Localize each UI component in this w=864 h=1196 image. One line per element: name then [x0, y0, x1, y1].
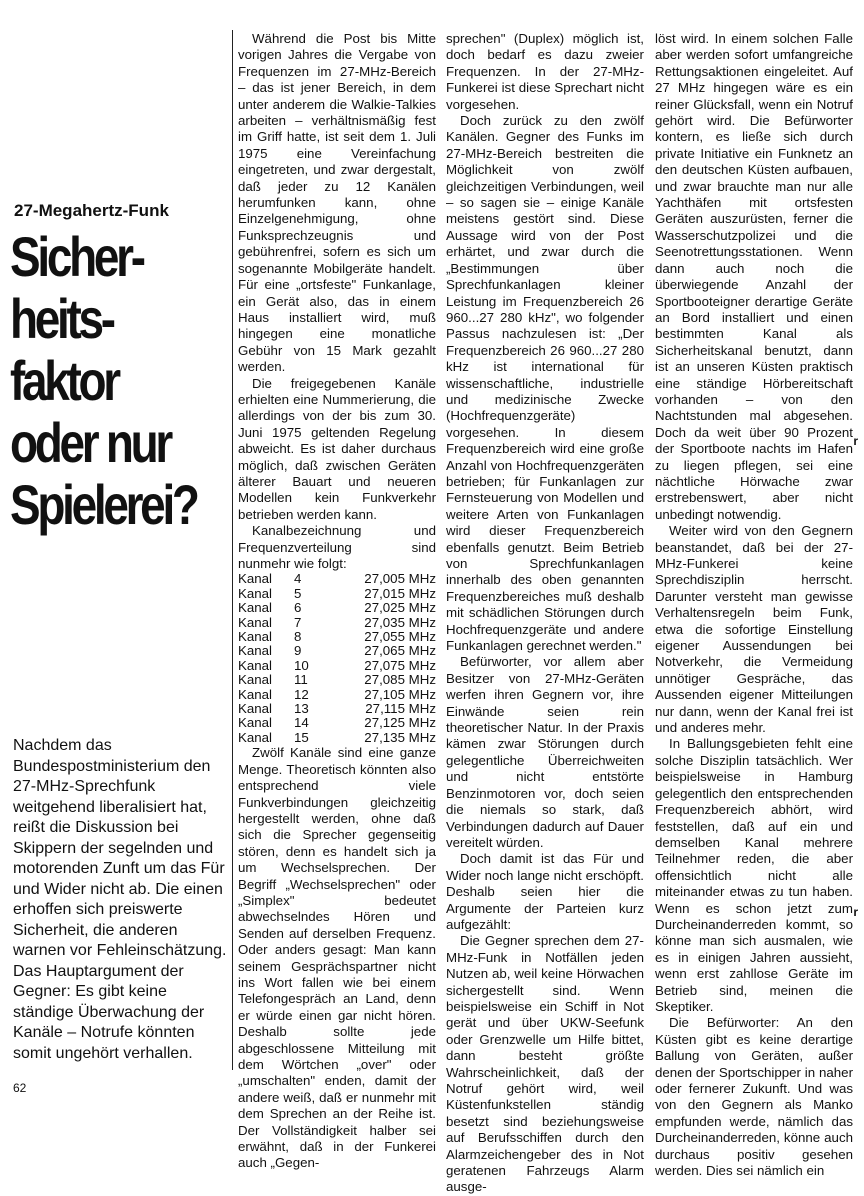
channel-label: Kanal	[238, 686, 273, 702]
paragraph: Die Gegner sprechen dem 27-MHz-Funk in Notfällen jeden Nutzen ab, weil keine Hörwachen sichergestellt sind. Wenn beispielsweise ein Schiff in Not gerät und über UKW-Seefunk oder Grenzwelle um Hilfe bittet, dann besteht größte Wahrscheinlichkeit, daß der Notruf gehört wird, weil Küstenfunkstellen ständig besetzt sind beziehungsweise auf Berufsschiffen durch den Alarmzeichengeber des in Not geratenen Fahrzeugs Alarm ausge-	[446, 933, 644, 1195]
paragraph: Doch zurück zu den zwölf Kanälen. Gegner des Funks im 27-MHz-Bereich bestreiten die Möglichkeit von zwölf gleichzeitigen Verbindungen, weil – so sagen sie – einige Kanäle meistens gestört sind. Diese Aussage wird von der Post erhärtet, und zwar durch die „Bestimmungen über Sprechfunkanlagen kleiner Leistung im Frequenzbereich 26 960...27 280 kHz", wo folgender Passus nachzulesen ist: „Der Frequenzbereich 26 960...27 280 kHz ist international für wissenschaftliche, industrielle und medizinische Zwecke (Hochfrequenzgeräte) vorgesehen. In diesem Frequenzbereich wird eine große Anzahl von Hochfrequenzgeräten betrieben; für Funkanlagen zur Fernsteuerung von Modellen und weitere Arten von Funkanlagen wird dieser Frequenzbereich ebenfalls genutzt. Beim Betrieb von Sprechfunkanlagen innerhalb des oben genannten Frequenzbereiches muß deshalb mit schädlichen Störungen durch Hochfrequenzgeräte und andere Funkanlagen gerechnet werden."	[446, 113, 644, 654]
channel-label: Kanal	[238, 643, 273, 659]
channel-row	[238, 702, 436, 716]
headline	[10, 225, 197, 536]
channel-frequency: 27,055 MHz	[364, 629, 436, 645]
channel-number: 15	[294, 729, 309, 745]
paragraph: Doch damit ist das Für und Wider noch lange nicht erschöpft. Deshalb seien hier die Argumente der Parteien kurz aufgezählt:	[446, 851, 644, 932]
channel-label: Kanal	[238, 701, 273, 717]
headline-line: Sicher-	[10, 225, 143, 288]
channel-frequency: 27,075 MHz	[364, 657, 436, 673]
channel-frequency: 27,085 MHz	[364, 672, 436, 688]
paragraph: sprechen" (Duplex) möglich ist, doch bedarf es dazu zweier Frequenzen. In der 27-MHz-Funkerei ist diese Sprechart nicht vorgesehen.	[446, 31, 644, 112]
lead-paragraph: Nachdem das Bundespostministerium den 27-MHz-Sprechfunk weitgehend liberalisiert hat, reißt die Diskussion bei Skippern der segelnden und motorenden Zunft um das Für und Wider nicht ab. Die einen erhoffen sich preiswerte Sicherheit, die anderen warnen vor Fehleinschätzung. Das Hauptargument der Gegner: Es gibt keine ständige Überwachung der Kanäle – Notrufe könnten somit ungehört verhallen.	[13, 737, 227, 1062]
channel-frequency: 27,115 MHz	[365, 701, 436, 717]
channel-row	[238, 716, 436, 730]
channel-number: 8	[294, 629, 302, 645]
channel-frequency: 27,135 MHz	[364, 729, 436, 745]
paragraph: Die Befürworter: An den Küsten gibt es keine derartige Ballung von Geräten, außer denen der Sportschipper in naher oder fernerer Zukunft. Und was von den Gegnern als Manko empfunden werde, nämlich das Durcheinanderreden, könne auch durchaus positiv gesehen werden. Dies sei nämlich ein	[655, 1015, 853, 1179]
channel-row	[238, 616, 436, 630]
channel-label: Kanal	[238, 715, 273, 731]
channel-number: 9	[294, 643, 302, 659]
kicker: 27-Megahertz-Funk	[14, 201, 169, 220]
channel-row	[238, 601, 436, 615]
channel-label: Kanal	[238, 614, 273, 630]
channel-label: Kanal	[238, 600, 273, 616]
headline-line: faktor	[10, 349, 118, 412]
channel-row	[238, 587, 436, 601]
channel-label: Kanal	[238, 729, 273, 745]
paragraph: Während die Post bis Mitte vorigen Jahres die Vergabe von Frequenzen im 27-MHz-Bereich – das ist jener Bereich, in dem unter anderem die Walkie-Talkies arbeiten – verhältnismäßig fest im Griff hatte, ist seit dem 1. Juli 1975 eine Vereinfachung eingetreten, und zwar dergestalt, daß jeder zu 12 Kanälen herumfunken kann, ohne Einzelgenehmigung, ohne Funksprechzeugnis und gebührenfrei, sofern es sich um sogenannte Mobilgeräte handelt. Für eine „ortsfeste" Funkanlage, ein Gerät also, das in einem Haus installiert wird, muß hingegen eine monatliche Gebühr von 15 Mark gezahlt werden.	[238, 31, 436, 375]
column-rule	[232, 30, 233, 1070]
channel-number: 7	[294, 614, 302, 630]
channel-frequency: 27,065 MHz	[364, 643, 436, 659]
channel-label: Kanal	[238, 585, 273, 601]
channel-number: 11	[294, 672, 308, 688]
channel-number: 4	[294, 571, 302, 587]
channel-label: Kanal	[238, 629, 273, 645]
channel-row	[238, 688, 436, 702]
channel-number: 10	[294, 657, 309, 673]
channel-row	[238, 673, 436, 687]
paragraph: Befürworter, vor allem aber Besitzer von 27-MHz-Geräten werfen ihren Gegnern vor, ihre Einwände seien rein theoretischer Natur. In der Praxis kämen zwar Störungen durch gelegentliche Überreichweiten und nicht entstörte Benzinmotoren vor, doch seien die niemals so stark, daß Verbindungen dadurch auf Dauer vereitelt würden.	[446, 654, 644, 850]
channel-label: Kanal	[238, 657, 273, 673]
column-1	[238, 31, 436, 1172]
column-2	[446, 31, 644, 1196]
channel-frequency: 27,015 MHz	[364, 585, 436, 601]
margin-mark: r	[853, 905, 858, 919]
paragraph: Weiter wird von den Gegnern beanstandet, daß bei der 27-MHz-Funkerei keine Sprechdisziplin herrscht. Darunter versteht man gewisse Verhaltensregeln beim Funk, etwa die sofortige Einstellung eigener Aussendungen bei Notverkehr, die Vermeidung unnötiger Gespräche, das Aussenden eigener Mitteilungen nur dann, wenn der Kanal frei ist und anderes mehr.	[655, 523, 853, 736]
channel-frequency: 27,025 MHz	[364, 600, 436, 616]
channel-row	[238, 731, 436, 745]
channel-number: 14	[294, 715, 309, 731]
channel-frequency: 27,035 MHz	[364, 614, 436, 630]
paragraph: In Ballungsgebieten fehlt eine solche Disziplin tatsächlich. Wer beispielsweise in Hamburg gelegentlich den entsprechenden Frequenzbereich abhört, wird feststellen, daß auf ein und demselben Kanal mehrere Teilnehmer reden, die aber offensichtlich nicht alle miteinander etwas zu tun haben. Wenn es schon jetzt zum Durcheinanderreden kommt, so könne man sich ausmalen, wie es in einigen Jahren aussieht, wenn erst zahllose Geräte im Betrieb sind, meinen die Skeptiker.	[655, 736, 853, 1014]
channel-label: Kanal	[238, 672, 273, 688]
channel-row	[238, 659, 436, 673]
channel-number: 13	[294, 701, 309, 717]
channel-frequency: 27,125 MHz	[364, 715, 436, 731]
channel-label: Kanal	[238, 571, 273, 587]
page-number: 62	[13, 1081, 27, 1095]
paragraph: löst wird. In einem solchen Falle aber werden sofort umfangreiche Rettungsaktionen eingeleitet. Auf 27 MHz hingegen wäre es ein reiner Glücksfall, wenn ein Notruf gehört wird. Die Befürworter kontern, es ließe sich durch private Initiative ein Funknetz an den deutschen Küsten aufbauen, und zwar brauchte man nur alle Yachthäfen mit ortsfesten Geräten auszurüsten, ferner die Wasserschutzpolizei und die Seenotrettungsstationen. Wenn dann auch noch die überwiegende Anzahl der Sportbooteigner derartige Geräte an Bord installiert und einen bestimmten Kanal als Sicherheitskanal benutzt, dann ist an unseren Küsten praktisch eine ständige Hörbereitschaft vorhanden – von den Nachtstunden mal abgesehen. Doch da weit über 90 Prozent der Sportboote nachts im Hafen zu liegen pflegen, sei eine nächtliche Hörwache zwar erstrebenswert, aber nicht unbedingt notwendig.	[655, 31, 853, 522]
channel-row	[238, 644, 436, 658]
channel-number: 12	[294, 686, 309, 702]
channel-row	[238, 572, 436, 586]
channel-row	[238, 630, 436, 644]
channel-table	[238, 572, 436, 745]
headline-line: Spielerei?	[10, 473, 197, 536]
paragraph: Die freigegebenen Kanäle erhielten eine Nummerierung, die allerdings von der bis zum 30. Juni 1975 geltenden Regelung abweicht. Es ist daher durchaus möglich, daß zwischen Geräten älterer Bauart und neueren Modellen kein Funkverkehr betrieben werden kann.	[238, 375, 436, 522]
headline-line: oder nur	[10, 411, 171, 474]
headline-line: heits-	[10, 287, 113, 350]
margin-mark: r	[853, 434, 858, 448]
column-3	[655, 31, 853, 1179]
channel-number: 6	[294, 600, 302, 616]
channel-number: 5	[294, 585, 302, 601]
paragraph: Zwölf Kanäle sind eine ganze Menge. Theoretisch könnten also entsprechend viele Funkverbindungen gleichzeitig hergestellt werden, ohne daß sich die Sprecher gegenseitig stören, denn es handelt sich ja um Wechselsprechen. Der Begriff „Wechselsprechen" oder „Simplex" bedeutet abwechselndes Hören und Senden auf derselben Frequenz. Oder anders gesagt: Man kann seinem Gesprächspartner nicht ins Wort fallen wie bei einem Telefongespräch an Land, denn er würde einen gar nicht hören. Deshalb sollte jede abgeschlossene Mitteilung mit dem Wörtchen „over" oder „umschalten" enden, damit der andere weiß, daß er nunmehr mit dem Sprechen an der Reihe ist. Der Vollständigkeit halber sei erwähnt, daß in der Funkerei auch „Gegen-	[238, 745, 436, 1171]
channel-frequency: 27,005 MHz	[364, 571, 436, 587]
channel-frequency: 27,105 MHz	[364, 686, 436, 702]
paragraph: Kanalbezeichnung und Frequenzverteilung sind nunmehr wie folgt:	[238, 523, 436, 571]
